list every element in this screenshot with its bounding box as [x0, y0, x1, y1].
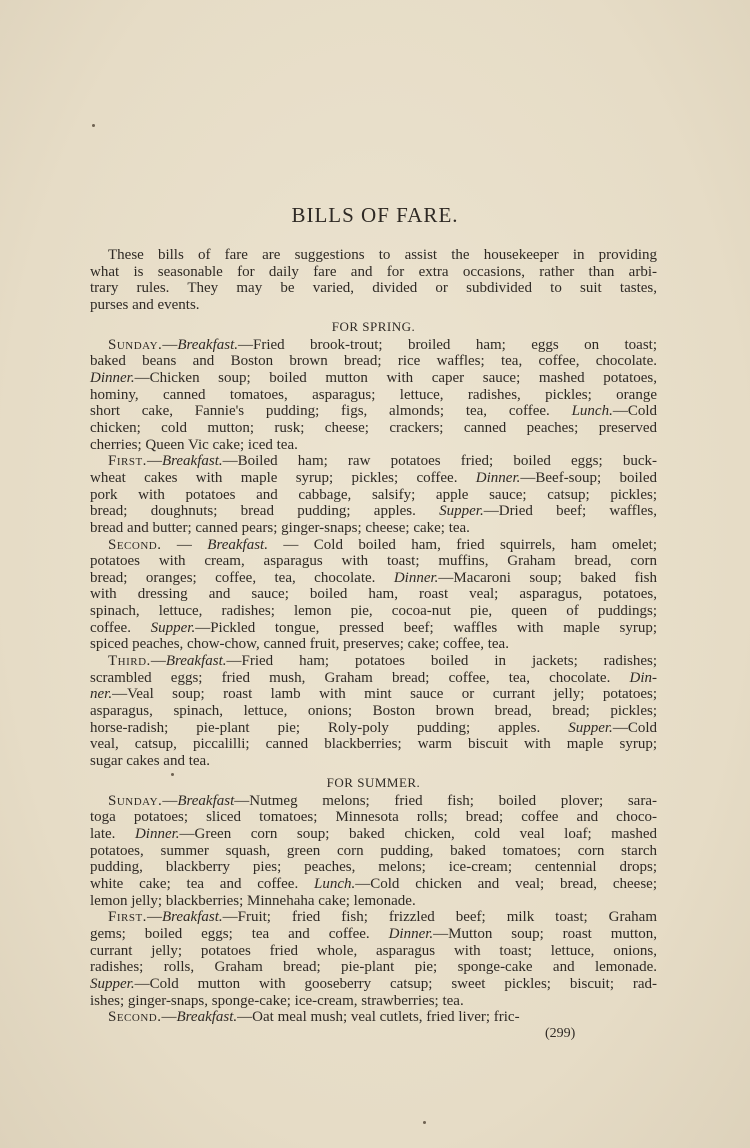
meal-label: Breakfast. — [165, 653, 227, 670]
day-label: Second. — [108, 536, 162, 553]
text-run: asparagus, spinach, lettuce, onions; Boston brown bread, bread; pickles; — [90, 703, 657, 720]
meal-label: Lunch. — [313, 875, 356, 892]
text-run: —Macaroni soup; baked fish — [438, 569, 657, 586]
text-run: potatoes with cream, asparagus with toast; muffins, Graham bread, corn — [90, 553, 657, 570]
text-run: spinach, lettuce, radishes; lemon pie, cocoa-nut pie, queen of puddings; — [90, 603, 657, 620]
text-line — [90, 403, 657, 420]
text-line — [90, 893, 657, 910]
meal-label: Din- — [629, 669, 657, 686]
text-run: cherries; Queen Vic cake; iced tea. — [90, 436, 298, 453]
text-run: —Oat meal mush; veal cutlets, fried liver; fric- — [237, 1009, 520, 1026]
text-line — [90, 943, 657, 960]
text-run: —Fried ham; potatoes boiled in jackets; radishes; — [226, 653, 657, 670]
day-label: First. — [108, 453, 147, 470]
text-run: —Fried brook-trout; broiled ham; eggs on toast; — [238, 336, 657, 353]
text-run: radishes; rolls, Graham bread; pie-plant pie; sponge-cake and lemonade. — [90, 959, 657, 976]
day-label: Sunday. — [108, 792, 163, 809]
text-run: —Cold chicken and veal; bread, cheese; — [355, 875, 657, 892]
text-run: gems; boiled eggs; tea and coffee. — [90, 925, 389, 942]
text-run: white cake; tea and coffee. — [90, 875, 314, 892]
text-line — [90, 586, 657, 603]
paragraph — [90, 1009, 657, 1026]
meal-label: Supper. — [90, 975, 135, 992]
meal-label: Dinner. — [90, 369, 135, 386]
text-run: lemon jelly; blackberries; Minnehaha cake; lemonade. — [90, 892, 416, 909]
day-label: Sunday. — [108, 336, 163, 353]
meal-label: Dinner. — [388, 925, 434, 942]
meal-label: Supper. — [439, 503, 484, 520]
paragraph — [90, 909, 657, 1009]
text-line — [90, 453, 657, 470]
text-run: what is seasonable for daily fare and for extra occasions, rather than arbi- — [90, 263, 657, 280]
text-line — [90, 703, 657, 720]
text-line — [90, 264, 657, 281]
text-run: baked beans and Boston brown bread; rice waffles; tea, coffee, chocolate. — [90, 353, 657, 370]
day-label: First. — [108, 909, 147, 926]
section-heading: FOR SPRING. — [331, 318, 416, 334]
text-run: — — [146, 909, 162, 926]
meal-label: Dinner. — [134, 826, 180, 842]
page-body — [90, 247, 657, 1026]
text-run: —Beef-soup; boiled — [520, 469, 658, 486]
meal-label: Breakfast. — [176, 1009, 238, 1026]
text-run: —Cold — [612, 719, 657, 736]
text-run: — — [150, 653, 166, 670]
text-run: —Boiled ham; raw potatoes fried; boiled eggs; buck- — [222, 453, 657, 470]
ink-spot — [92, 124, 95, 127]
paragraph — [90, 537, 657, 654]
text-line — [90, 247, 657, 264]
text-line — [90, 620, 657, 637]
text-line — [90, 603, 657, 620]
text-line — [90, 420, 657, 437]
meal-label: Breakfast — [177, 792, 235, 809]
section-heading: FOR SUMMER. — [326, 774, 421, 790]
text-line — [90, 1009, 657, 1026]
paragraph — [90, 793, 657, 910]
text-line — [90, 487, 657, 504]
text-run: sugar cakes and tea. — [90, 753, 210, 770]
text-run: —Nutmeg melons; fried fish; boiled plover; sara- — [234, 792, 657, 809]
text-line — [90, 280, 657, 297]
text-line — [90, 670, 657, 687]
text-run: — — [162, 792, 178, 809]
text-line — [90, 926, 657, 943]
text-line — [90, 553, 657, 570]
text-run: bread; oranges; coffee, tea, chocolate. — [90, 569, 394, 586]
text-line — [90, 636, 657, 653]
meal-label: Lunch. — [571, 403, 613, 420]
meal-label: Dinner. — [475, 469, 521, 486]
text-run: —Dried beef; waffles, — [483, 503, 657, 520]
text-run: pork with potatoes and cabbage, salsify; apple sauce; catsup; pickles; — [90, 486, 657, 503]
text-run: —Mutton soup; roast mutton, — [433, 925, 657, 942]
meal-label: Breakfast. — [207, 536, 268, 553]
text-run: — — [146, 453, 162, 470]
text-run: late. — [90, 826, 135, 842]
text-run: short cake, Fannie's pudding; figs, almonds; tea, coffee. — [90, 403, 572, 420]
text-run: with dressing and sauce; boiled ham, roast veal; asparagus, potatoes, — [90, 586, 657, 603]
text-run: bread and butter; canned pears; ginger-snaps; cheese; cake; tea. — [90, 519, 470, 536]
text-line — [90, 993, 657, 1010]
text-line — [90, 520, 657, 537]
paragraph — [90, 247, 657, 314]
text-line — [90, 793, 657, 810]
text-run: currant jelly; potatoes fried whole, asparagus with toast; lettuce, onions, — [90, 942, 657, 959]
text-run: wheat cakes with maple syrup; pickles; coffee. — [90, 469, 476, 486]
text-run: — — [162, 336, 178, 353]
text-run: trary rules. They may be varied, divided or subdivided to suit tastes, — [90, 280, 657, 297]
page-number: (299) — [545, 1026, 576, 1041]
text-run: —Cold — [612, 403, 657, 420]
text-line — [90, 470, 657, 487]
meal-label: Supper. — [150, 619, 196, 636]
day-label: Second. — [108, 1009, 162, 1026]
text-run: —Green corn soup; baked chicken, cold veal loaf; mashed — [179, 826, 658, 842]
text-line — [90, 503, 657, 520]
text-run: chicken; cold mutton; rusk; cheese; crackers; canned peaches; preserved — [90, 419, 657, 436]
text-line — [90, 297, 657, 314]
page-title: BILLS OF FARE. — [291, 203, 459, 227]
meal-label: Dinner. — [393, 569, 439, 586]
text-run: —Veal soup; roast lamb with mint sauce or currant jelly; potatoes; — [112, 686, 657, 703]
text-run: bread; doughnuts; bread pudding; apples. — [90, 503, 440, 520]
text-run: pudding, blackberry pies; peaches, melons; ice-cream; centennial drops; — [90, 859, 657, 876]
meal-label: Breakfast. — [161, 453, 223, 470]
text-line — [90, 809, 657, 826]
paragraph — [90, 653, 657, 770]
text-run: These bills of fare are suggestions to assist the housekeeper in providing — [108, 247, 657, 263]
text-line — [90, 736, 657, 753]
paragraph — [90, 453, 657, 536]
text-line — [90, 653, 657, 670]
text-line — [90, 843, 657, 860]
meal-label: Breakfast. — [161, 909, 223, 926]
day-label: Third. — [108, 653, 151, 670]
text-run: scrambled eggs; fried mush, Graham bread; coffee, tea, chocolate. — [90, 669, 630, 686]
text-run: — Cold boiled ham, fried squirrels, ham omelet; — [267, 536, 657, 553]
text-run: —Chicken soup; boiled mutton with caper sauce; mashed potatoes, — [134, 369, 657, 386]
text-line — [90, 826, 657, 843]
meal-label: Supper. — [568, 719, 613, 736]
text-line — [90, 370, 657, 387]
text-run: purses and events. — [90, 296, 200, 313]
text-line — [90, 976, 657, 993]
text-run: horse-radish; pie-plant pie; Roly-poly pudding; apples. — [90, 719, 569, 736]
text-run: hominy, canned tomatoes, asparagus; lettuce, radishes, pickles; orange — [90, 386, 657, 403]
text-run: —Cold mutton with gooseberry catsup; sweet pickles; biscuit; rad- — [134, 975, 657, 992]
text-line — [90, 720, 657, 737]
text-line — [90, 387, 657, 404]
text-run: — — [161, 1009, 177, 1026]
meal-label: ner. — [90, 686, 113, 703]
text-line — [90, 537, 657, 554]
text-line — [90, 353, 657, 370]
text-run: —Fruit; fried fish; frizzled beef; milk toast; Graham — [222, 909, 657, 926]
text-line — [90, 686, 657, 703]
text-run: ishes; ginger-snaps, sponge-cake; ice-cream, strawberries; tea. — [90, 992, 464, 1009]
text-run: veal, catsup, piccalilli; canned blackberries; warm biscuit with maple syrup; — [90, 736, 657, 753]
text-line — [90, 859, 657, 876]
ink-spot — [423, 1121, 426, 1124]
text-line — [90, 753, 657, 770]
meal-label: Breakfast. — [177, 336, 238, 353]
text-run: potatoes, summer squash, green corn pudding, baked tomatoes; corn starch — [90, 842, 657, 859]
text-run: —Pickled tongue, pressed beef; waffles with maple syrup; — [195, 619, 657, 636]
text-run: spiced peaches, chow-chow, canned fruit, preserves; cake; coffee, tea. — [90, 636, 509, 653]
text-run: — — [161, 536, 208, 553]
paragraph — [90, 337, 657, 454]
text-line — [90, 876, 657, 893]
text-line — [90, 437, 657, 454]
text-line — [90, 959, 657, 976]
text-run: toga potatoes; sliced tomatoes; Minnesota rolls; bread; coffee and choco- — [90, 809, 657, 826]
text-line — [90, 337, 657, 354]
text-line — [90, 570, 657, 587]
text-line — [90, 909, 657, 926]
text-run: coffee. — [90, 619, 151, 636]
